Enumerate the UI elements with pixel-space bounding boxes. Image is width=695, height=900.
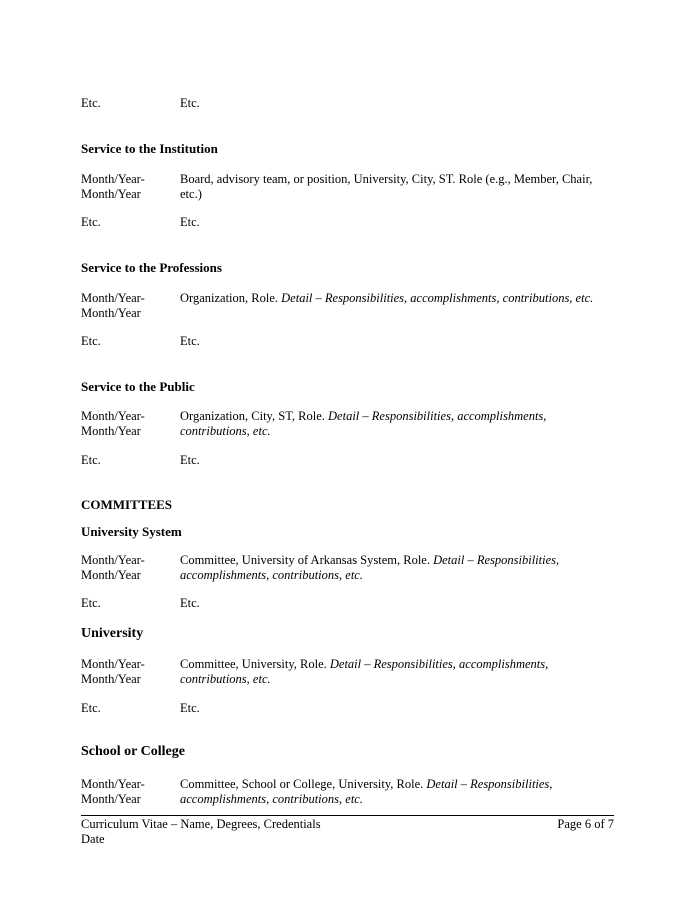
entry-date: Month/Year- Month/Year	[81, 172, 145, 201]
entry-description: Etc.	[180, 334, 200, 348]
entry-date: Etc.	[81, 96, 101, 110]
entry-date: Etc.	[81, 596, 101, 610]
entry-description: Organization, Role. Detail – Responsibilities, accomplishments, contributions, etc.	[180, 291, 594, 305]
entry-date: Month/Year- Month/Year	[81, 291, 145, 320]
entry-date: Month/Year- Month/Year	[81, 409, 145, 438]
entry-date: Month/Year- Month/Year	[81, 777, 145, 806]
entry-description: Organization, City, ST, Role. Detail – Responsibilities, accomplishments, contributions, etc.	[180, 409, 547, 438]
footer-divider	[81, 815, 614, 816]
page-number: Page 6 of 7	[557, 817, 614, 831]
entry-description: Committee, School or College, University, Role. Detail – Responsibilities, accomplishments, contributions, etc.	[180, 777, 553, 806]
entry-date: Month/Year- Month/Year	[81, 553, 145, 582]
subsection-heading: School or College	[81, 744, 185, 759]
subsection-heading: University	[81, 626, 144, 641]
section-heading: COMMITTEES	[81, 497, 173, 512]
entry-description: Committee, University of Arkansas System, Role. Detail – Responsibilities, accomplishments, contributions, etc.	[180, 553, 560, 582]
entry-date: Etc.	[81, 701, 101, 715]
footer-title: Curriculum Vitae – Name, Degrees, Credentials Date	[81, 817, 321, 846]
entry-description: Etc.	[180, 215, 200, 229]
section-heading: Service to the Institution	[81, 141, 218, 156]
entry-description: Etc.	[180, 596, 200, 610]
entry-date: Etc.	[81, 215, 101, 229]
section-heading: Service to the Professions	[81, 260, 222, 275]
entry-description: Etc.	[180, 96, 200, 110]
entry-description: Etc.	[180, 453, 200, 467]
entry-date: Etc.	[81, 334, 101, 348]
entry-description: Committee, University, Role. Detail – Responsibilities, accomplishments, contributions, etc.	[180, 657, 549, 686]
subsection-heading: University System	[81, 524, 182, 539]
entry-date: Etc.	[81, 453, 101, 467]
section-heading: Service to the Public	[81, 379, 195, 394]
entry-description: Etc.	[180, 701, 200, 715]
entry-date: Month/Year- Month/Year	[81, 657, 145, 686]
entry-description: Board, advisory team, or position, University, City, ST. Role (e.g., Member, Chair, etc.)	[180, 172, 593, 201]
